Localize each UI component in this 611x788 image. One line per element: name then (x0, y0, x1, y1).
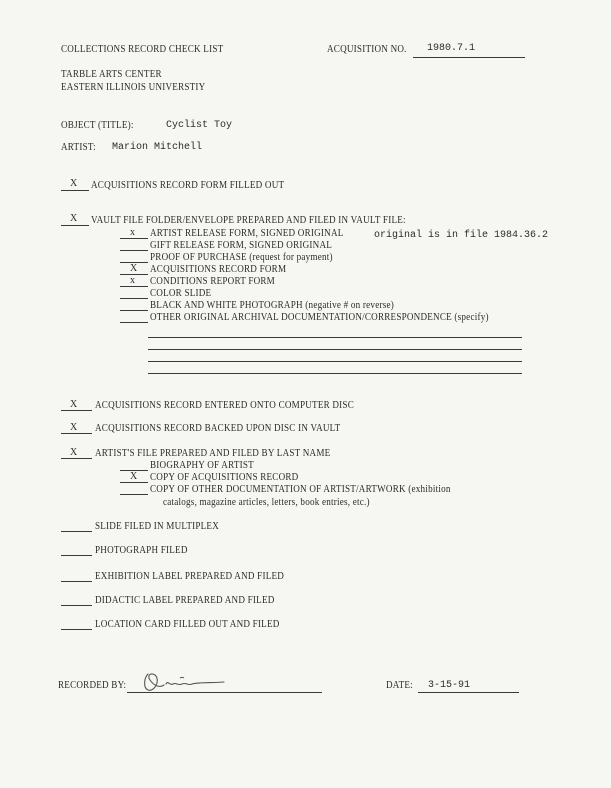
specify-line (148, 349, 522, 350)
date-value: 3-15-91 (428, 680, 471, 691)
specify-line (148, 361, 522, 362)
vault-sub-item: CONDITIONS REPORT FORM (150, 276, 276, 287)
org-name: TARBLE ARTS CENTER (61, 69, 162, 80)
item-artist-file: ARTIST'S FILE PREPARED AND FILED BY LAST NAME (95, 448, 331, 459)
artist-label: ARTIST: (61, 142, 96, 153)
check-mark: X (70, 178, 78, 189)
check-mark: X (70, 213, 78, 224)
checkbox-line (61, 531, 92, 532)
checkbox-line (61, 225, 89, 226)
checkbox-line (61, 458, 92, 459)
acquisition-underline (413, 57, 525, 58)
item-vault: VAULT FILE FOLDER/ENVELOPE PREPARED AND FILED IN VAULT FILE: (91, 215, 406, 226)
item-photograph: PHOTOGRAPH FILED (95, 545, 188, 556)
acquisition-number: 1980.7.1 (427, 43, 476, 54)
checkbox-line (61, 629, 92, 630)
check-mark: x (130, 275, 135, 286)
check-mark: X (70, 447, 78, 458)
artist-sub-item-continued: catalogs, magazine articles, letters, book entries, etc.) (163, 497, 370, 508)
item-didactic-label: DIDACTIC LABEL PREPARED AND FILED (95, 595, 275, 606)
check-mark: X (70, 399, 78, 410)
checkbox-line (61, 555, 92, 556)
org-university: EASTERN ILLINOIS UNIVERSTIY (61, 82, 206, 93)
checkbox-line (61, 433, 92, 434)
artist-sub-item: BIOGRAPHY OF ARTIST (150, 460, 254, 471)
checkbox-line (61, 410, 92, 411)
vault-sub-item: BLACK AND WHITE PHOTOGRAPH (negative # on reverse) (150, 300, 394, 311)
object-title: Cyclist Toy (166, 120, 233, 131)
checkbox-line (61, 605, 92, 606)
vault-sub-item: COLOR SLIDE (150, 288, 212, 299)
item-backup: ACQUISITIONS RECORD BACKED UPON DISC IN VAULT (95, 423, 341, 434)
recorded-by-label: RECORDED BY: (58, 680, 127, 691)
vault-sub-item: PROOF OF PURCHASE (request for payment) (150, 252, 333, 263)
specify-line (148, 373, 522, 374)
item-exhibition-label: EXHIBITION LABEL PREPARED AND FILED (95, 571, 285, 582)
item-computer-disc: ACQUISITIONS RECORD ENTERED ONTO COMPUTER DISC (95, 400, 355, 411)
artist-sub-item: COPY OF OTHER DOCUMENTATION OF ARTIST/ARTWORK (exhibition (150, 484, 451, 495)
object-label: OBJECT (TITLE): (61, 120, 134, 131)
check-mark: X (130, 471, 138, 482)
check-mark: X (70, 422, 78, 433)
vault-note: original is in file 1984.36.2 (374, 230, 549, 241)
signature (140, 668, 230, 696)
item-slide: SLIDE FILED IN MULTIPLEX (95, 521, 220, 532)
acquisition-label: ACQUISITION NO. (327, 44, 407, 55)
specify-line (148, 337, 522, 338)
vault-sub-item: ACQUISITIONS RECORD FORM (150, 264, 287, 275)
check-mark: x (130, 227, 135, 238)
vault-sub-item: ARTIST RELEASE FORM, SIGNED ORIGINAL (150, 228, 344, 239)
check-mark: X (130, 263, 138, 274)
vault-sub-item: GIFT RELEASE FORM, SIGNED ORIGINAL (150, 240, 333, 251)
item-acq-form: ACQUISITIONS RECORD FORM FILLED OUT (91, 180, 285, 191)
checkbox-line (61, 581, 92, 582)
date-label: DATE: (386, 680, 413, 691)
form-title: COLLECTIONS RECORD CHECK LIST (61, 44, 224, 55)
artist-name: Marion Mitchell (112, 142, 203, 153)
item-location-card: LOCATION CARD FILLED OUT AND FILED (95, 619, 280, 630)
date-underline (418, 692, 519, 693)
artist-sub-item: COPY OF ACQUISITIONS RECORD (150, 472, 299, 483)
checkbox-line (61, 190, 89, 191)
vault-sub-item: OTHER ORIGINAL ARCHIVAL DOCUMENTATION/CORRESPONDENCE (specify) (150, 312, 489, 323)
